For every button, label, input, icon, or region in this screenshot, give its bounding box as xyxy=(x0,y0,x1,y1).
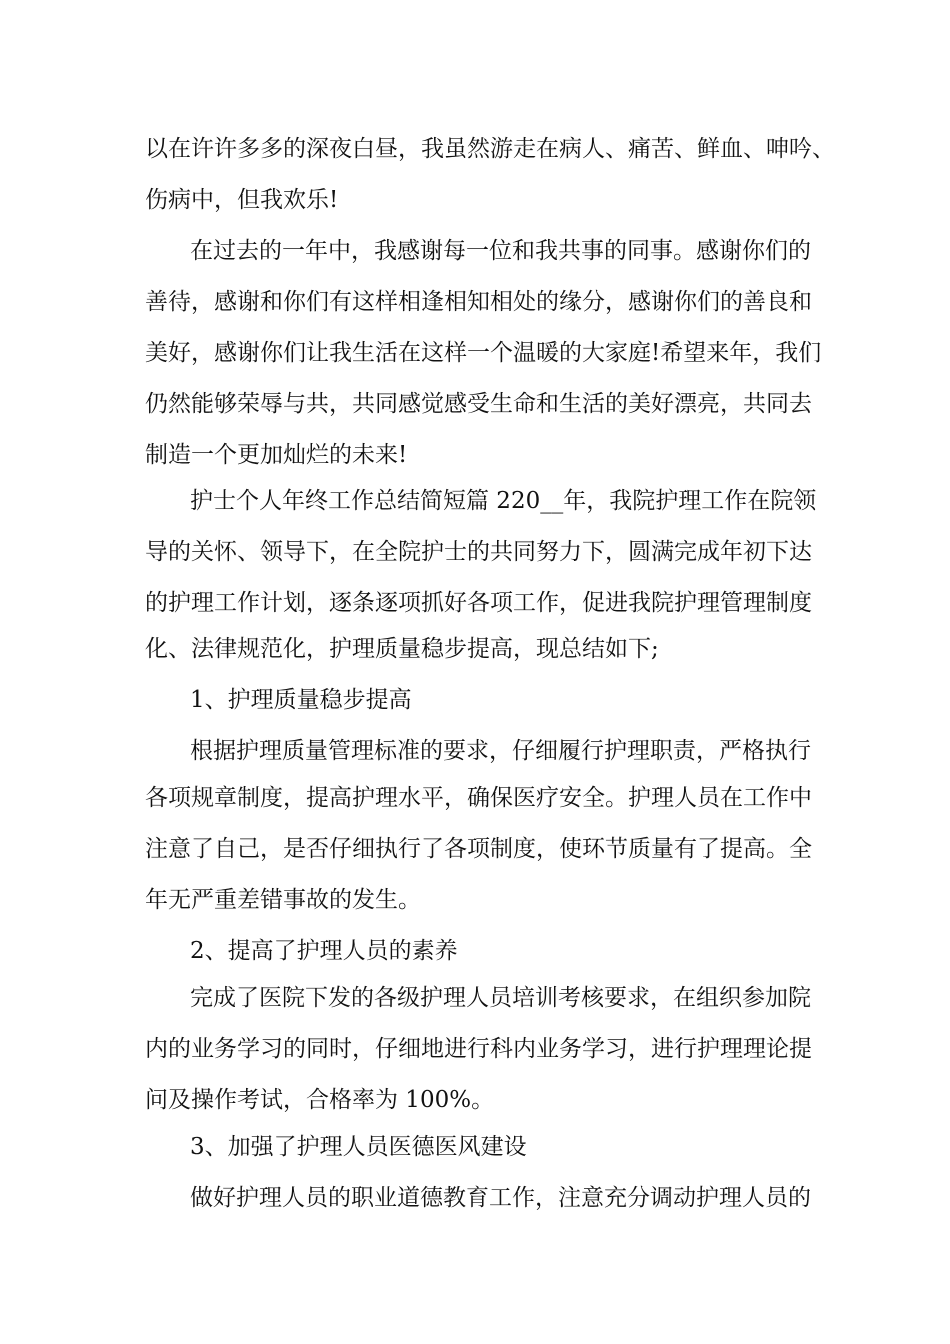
text-line: 仍然能够荣辱与共，共同感觉感受生命和生活的美好漂亮，共同去 xyxy=(145,391,812,417)
paragraph-start-line: 做好护理人员的职业道德教育工作，注意充分调动护理人员的 xyxy=(190,1185,811,1211)
text-line: 以在许许多多的深夜白昼，我虽然游走在病人、痛苦、鲜血、呻吟、 xyxy=(145,136,835,162)
text-line: 内的业务学习的同时，仔细地进行科内业务学习，进行护理理论提 xyxy=(145,1036,812,1062)
paragraph-start-line: 在过去的一年中，我感谢每一位和我共事的同事。感谢你们的 xyxy=(190,238,811,264)
text-line: 美好，感谢你们让我生活在这样一个温暖的大家庭!希望来年，我们 xyxy=(145,340,822,366)
text-line: 问及操作考试，合格率为 100%。 xyxy=(145,1087,495,1113)
text-line: 导的关怀、领导下，在全院护士的共同努力下，圆满完成年初下达 xyxy=(145,539,812,565)
section-heading: 2、提高了护理人员的素养 xyxy=(190,938,458,964)
text-line: 伤病中，但我欢乐! xyxy=(145,187,339,213)
text-line: 年无严重差错事故的发生。 xyxy=(145,887,421,913)
text-line: 的护理工作计划，逐条逐项抓好各项工作，促进我院护理管理制度 xyxy=(145,590,812,616)
text-line: 制造一个更加灿烂的未来! xyxy=(145,442,408,468)
paragraph-start-line: 完成了医院下发的各级护理人员培训考核要求，在组织参加院 xyxy=(190,985,811,1011)
text-line: 善待，感谢和你们有这样相逢相知相处的缘分，感谢你们的善良和 xyxy=(145,289,812,315)
section-heading: 1、护理质量稳步提高 xyxy=(190,687,412,713)
text-line: 注意了自己，是否仔细执行了各项制度，使环节质量有了提高。全 xyxy=(145,836,812,862)
paragraph-start-line: 根据护理质量管理标准的要求，仔细履行护理职责，严格执行 xyxy=(190,738,811,764)
section-heading: 3、加强了护理人员医德医风建设 xyxy=(190,1134,527,1160)
text-line: 化、法律规范化，护理质量稳步提高，现总结如下; xyxy=(145,636,659,662)
text-line: 各项规章制度，提高护理水平，确保医疗安全。护理人员在工作中 xyxy=(145,785,812,811)
paragraph-start-line: 护士个人年终工作总结简短篇 220__年，我院护理工作在院领 xyxy=(190,488,817,514)
